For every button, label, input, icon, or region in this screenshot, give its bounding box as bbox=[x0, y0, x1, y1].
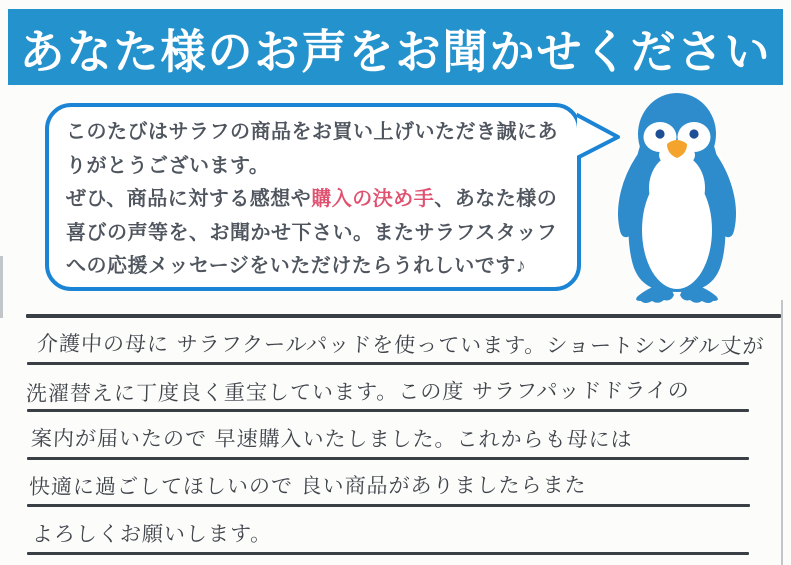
handwritten-line-5: よろしくお願いします。 bbox=[31, 521, 273, 547]
bubble-line-5: への応援メッセージをいただけたらうれしいです♪ bbox=[66, 255, 527, 277]
ruled-line bbox=[27, 552, 749, 555]
ruled-line bbox=[27, 504, 750, 507]
ruled-line bbox=[27, 362, 749, 365]
page-title: あなた様のお声をお聞かせください bbox=[19, 24, 772, 78]
penguin-eye-left bbox=[655, 129, 664, 138]
handwritten-line-4: 快適に過ごしてほしいので 良い商品がありましたらまた bbox=[28, 473, 588, 499]
penguin-mascot-icon bbox=[608, 88, 746, 306]
ruled-line bbox=[27, 409, 749, 412]
bubble-line-4: 喜びの声等を、お聞かせ下さい。またサラフスタッフ bbox=[66, 221, 558, 244]
bubble-highlight-text: 購入の決め手 bbox=[311, 188, 435, 210]
penguin-eye-right bbox=[689, 129, 698, 138]
bubble-line-1: このたびはサラフの商品をお買い上げいただき誠にあ bbox=[66, 121, 558, 143]
handwritten-line-1: 介護中の母に サラフクールパッドを使っています。ショートシングル丈が bbox=[36, 331, 765, 359]
scan-artifact-left-edge bbox=[0, 256, 3, 318]
ruled-line bbox=[27, 457, 749, 460]
handwritten-line-3: 案内が届いたので 早速購入いたしました。これからも母には bbox=[30, 426, 634, 452]
ruled-line bbox=[26, 314, 781, 318]
bubble-line-3-post: 、あなた様の bbox=[434, 188, 558, 210]
bubble-line-3-pre: ぜひ、商品に対する感想や bbox=[66, 188, 312, 210]
speech-bubble bbox=[45, 103, 581, 291]
bubble-line-3 bbox=[66, 183, 563, 217]
bubble-line-2: りがとうございます。 bbox=[66, 154, 270, 177]
scan-artifact-right-edge bbox=[781, 300, 783, 565]
header-banner bbox=[8, 9, 783, 85]
handwritten-line-2: 洗濯替えに丁度良く重宝しています。この度 サラフパッドドライの bbox=[25, 378, 691, 406]
